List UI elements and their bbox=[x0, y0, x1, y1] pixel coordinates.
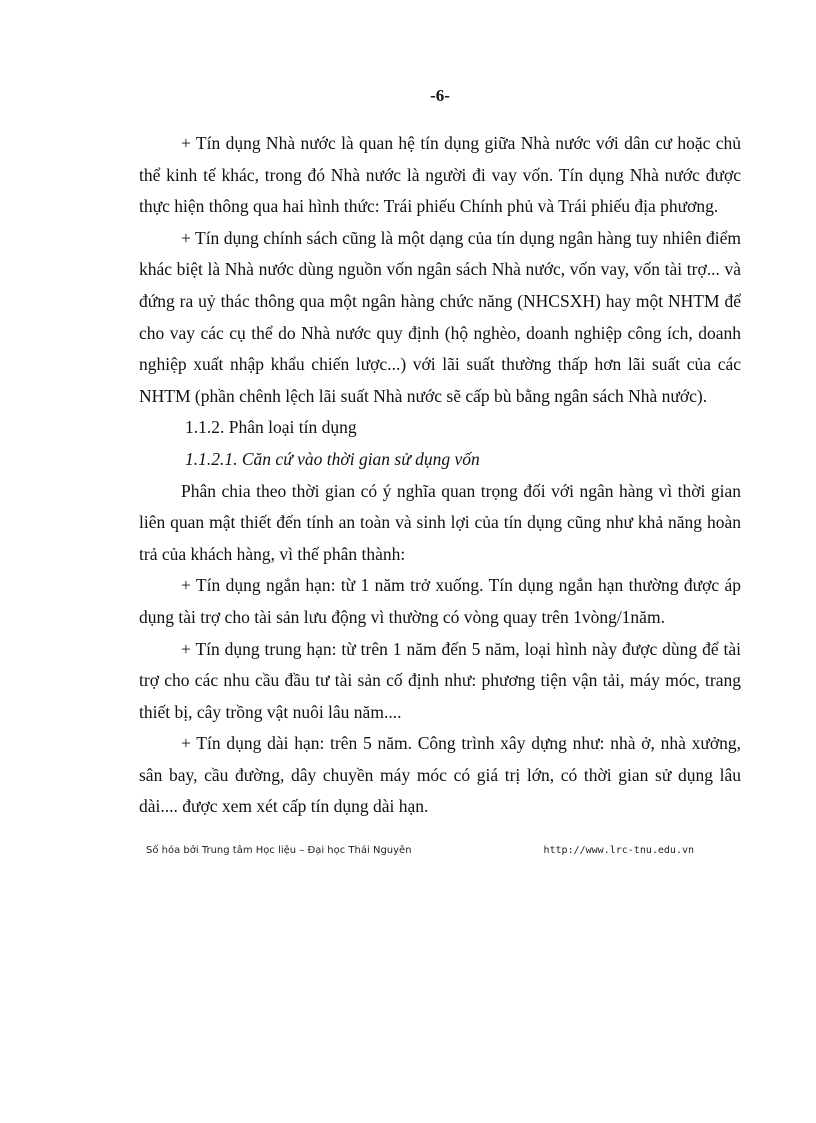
document-body bbox=[139, 128, 741, 823]
footer-source: Số hóa bởi Trung tâm Học liệu – Đại học Thái Nguyên bbox=[146, 845, 412, 856]
paragraph-policy-credit: + Tín dụng chính sách cũng là một dạng của tín dụng ngân hàng tuy nhiên điểm khác biệt là Nhà nước dùng nguồn vốn ngân sách Nhà nước, vốn vay, vốn tài trợ... và đứng ra uỷ thác thông qua một ngân hàng chức năng (NHCSXH) hay một NHTM để cho vay các cụ thể do Nhà nước quy định (hộ nghèo, doanh nghiệp công ích, doanh nghiệp xuất nhập khẩu chiến lược...) với lãi suất thường thấp hơn lãi suất của các NHTM (phần chênh lệch lãi suất Nhà nước sẽ cấp bù bằng ngân sách Nhà nước). bbox=[139, 227, 741, 406]
footer-url[interactable]: http://www.lrc-tnu.edu.vn bbox=[543, 845, 694, 856]
paragraph-medium-term: + Tín dụng trung hạn: từ trên 1 năm đến 5 năm, loại hình này được dùng để tài trợ cho các nhu cầu đầu tư tài sản cố định như: phương tiện vận tải, máy móc, trang thiết bị, cây trồng vật nuôi lâu năm.... bbox=[139, 638, 741, 722]
paragraph-long-term: + Tín dụng dài hạn: trên 5 năm. Công trình xây dựng như: nhà ở, nhà xưởng, sân bay, cầu đường, dây chuyền máy móc có giá trị lớn, có thời gian sử dụng lâu dài.... được xem xét cấp tín dụng dài hạn. bbox=[139, 733, 741, 817]
paragraph-short-term: + Tín dụng ngắn hạn: từ 1 năm trở xuống. Tín dụng ngắn hạn thường được áp dụng tài trợ cho tài sản lưu động vì thường có vòng quay trên 1vòng/1năm. bbox=[139, 575, 741, 627]
paragraph-classification-intro: Phân chia theo thời gian có ý nghĩa quan trọng đối với ngân hàng vì thời gian liên quan mật thiết đến tính an toàn và sinh lợi của tín dụng cũng như khả năng hoàn trả của khách hàng, vì thế phân thành: bbox=[139, 480, 741, 564]
paragraph-state-credit: + Tín dụng Nhà nước là quan hệ tín dụng giữa Nhà nước với dân cư hoặc chủ thể kinh tế khác, trong đó Nhà nước là người đi vay vốn. Tín dụng Nhà nước được thực hiện thông qua hai hình thức: Trái phiếu Chính phủ và Trái phiếu địa phương. bbox=[139, 133, 741, 217]
section-heading: 1.1.2. Phân loại tín dụng bbox=[185, 417, 357, 438]
page-number: -6- bbox=[430, 86, 450, 105]
subsection-heading: 1.1.2.1. Căn cứ vào thời gian sử dụng vốn bbox=[185, 448, 480, 469]
